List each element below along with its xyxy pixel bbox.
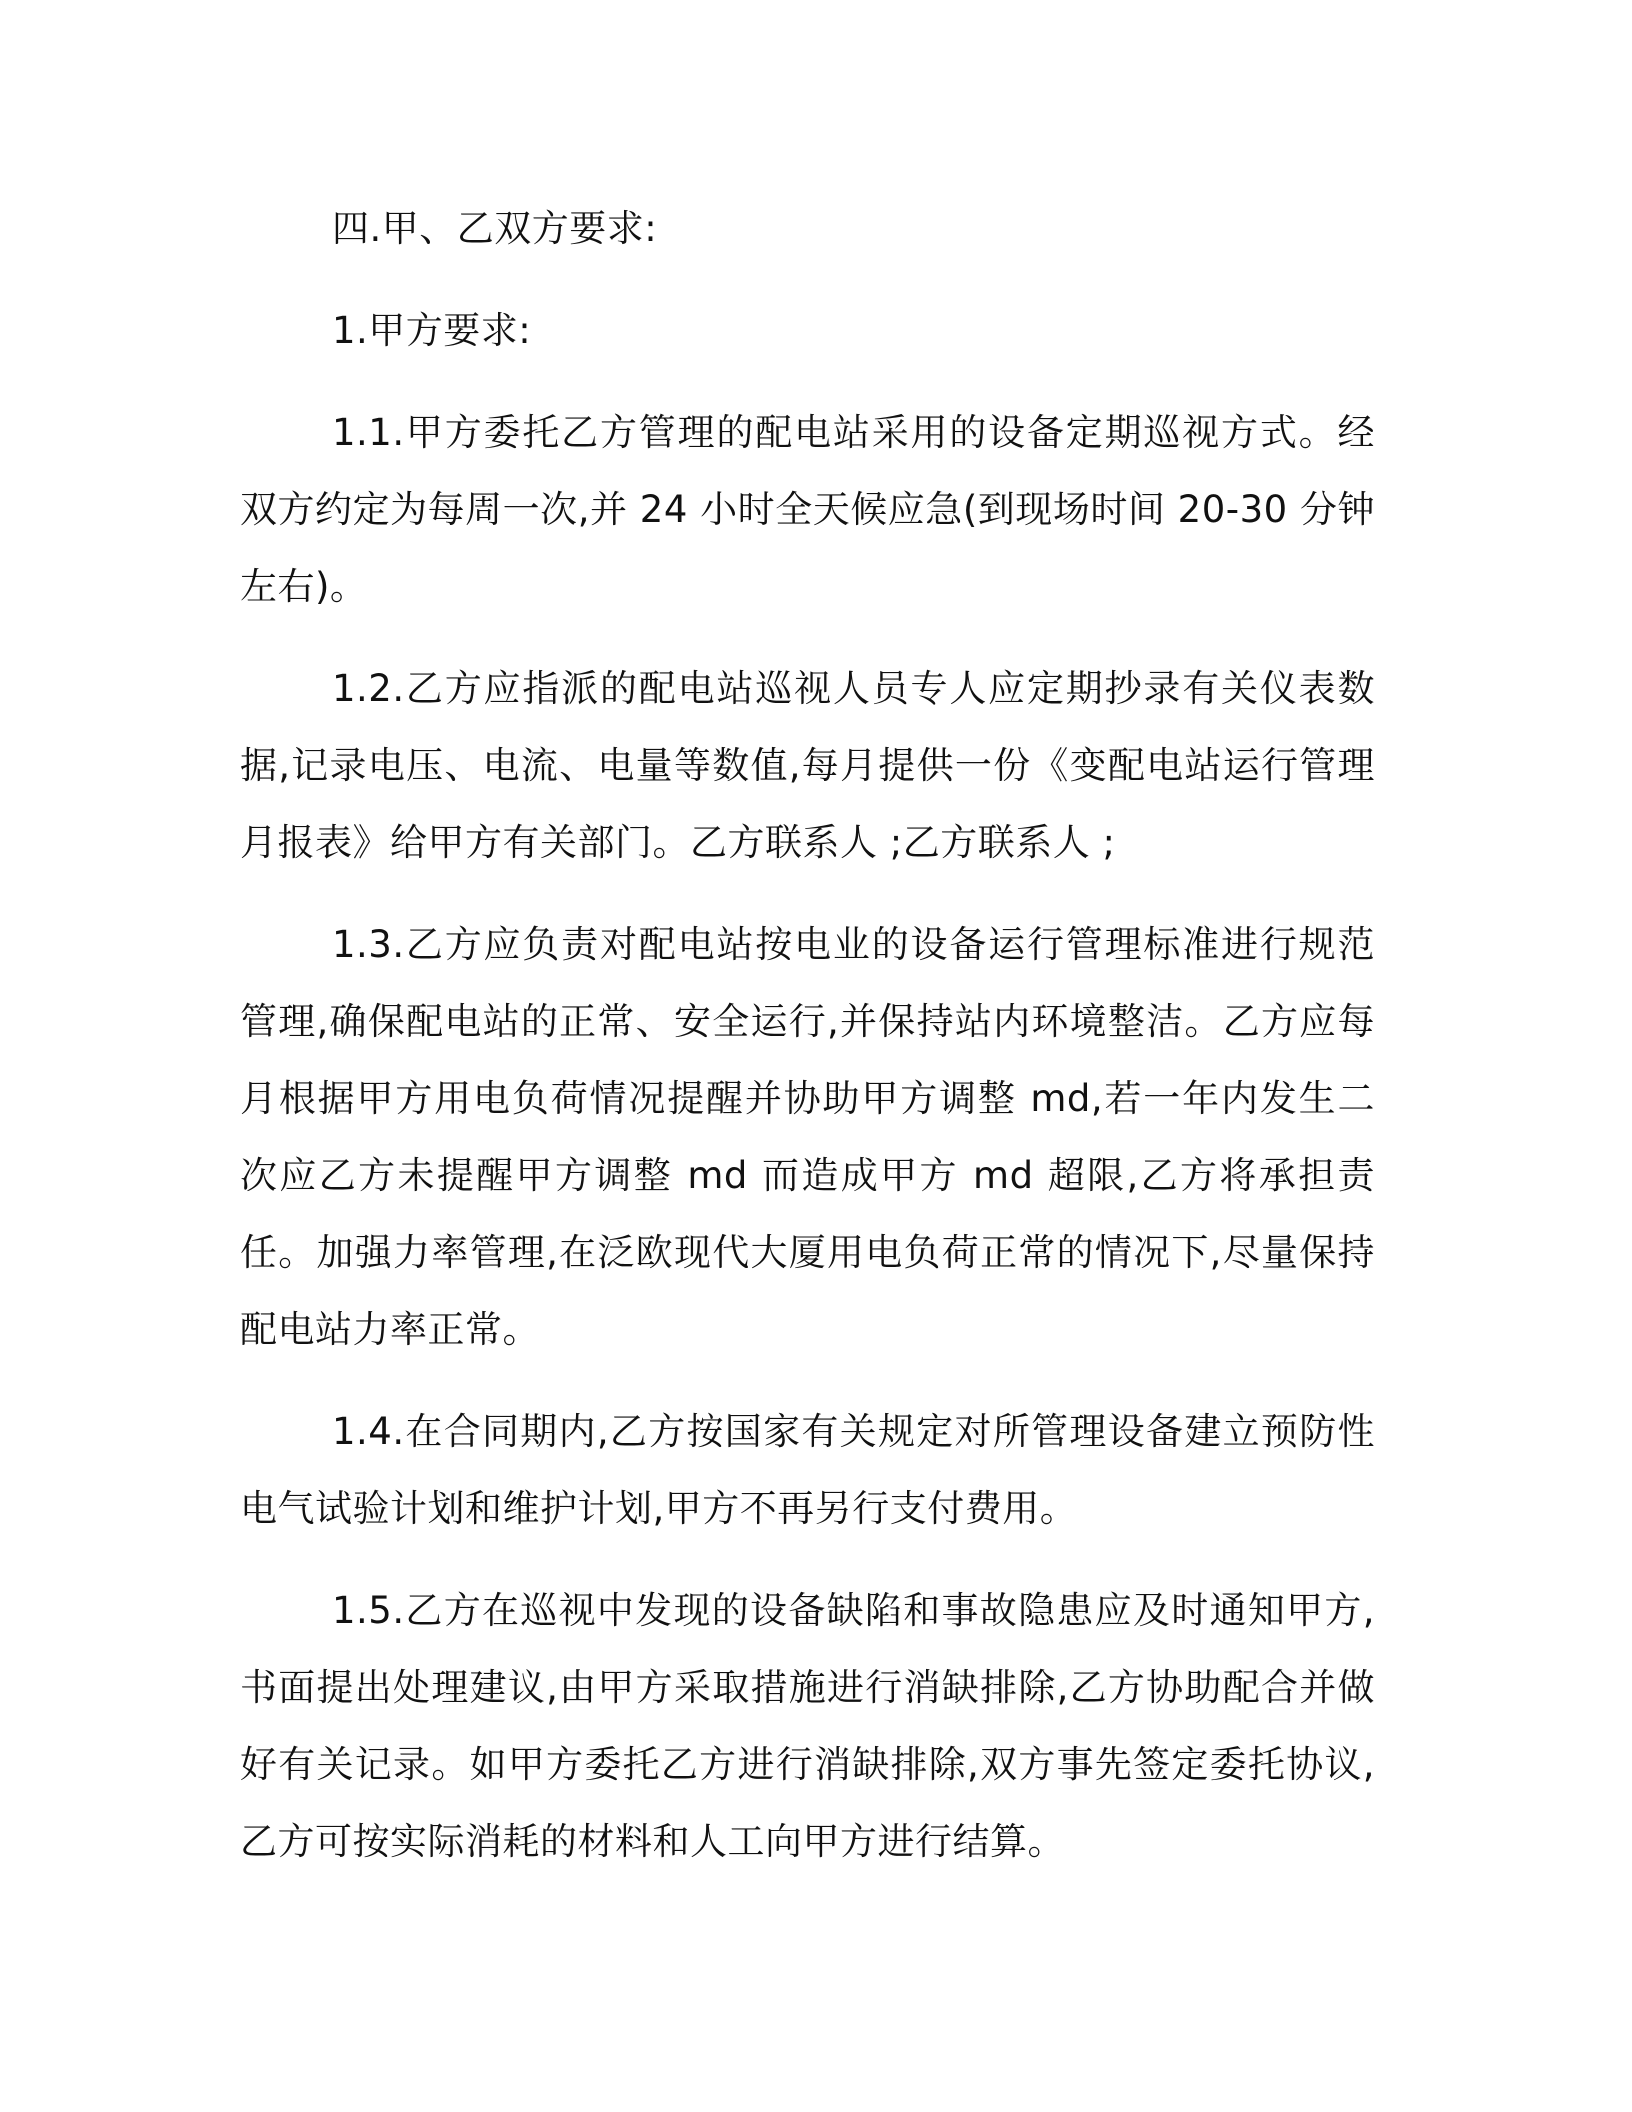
section-heading: 四.甲、乙双方要求:	[332, 207, 658, 250]
document-body	[240, 190, 1375, 1880]
paragraph-1-5: 1.5.乙方在巡视中发现的设备缺陷和事故隐患应及时通知甲方,书面提出处理建议,由甲方采取措施进行消缺排除,乙方协助配合并做好有关记录。如甲方委托乙方进行消缺排除,双方事先签定委托协议,乙方可按实际消耗的材料和人工向甲方进行结算。	[240, 1589, 1375, 1863]
paragraph-1-4: 1.4.在合同期内,乙方按国家有关规定对所管理设备建立预防性电气试验计划和维护计划,甲方不再另行支付费用。	[240, 1410, 1375, 1530]
subsection-heading: 1.甲方要求:	[332, 309, 532, 352]
paragraph-1-3: 1.3.乙方应负责对配电站按电业的设备运行管理标准进行规范管理,确保配电站的正常、安全运行,并保持站内环境整洁。乙方应每月根据甲方用电负荷情况提醒并协助甲方调整 md,若一年内发生二次应乙方未提醒甲方调整 md 而造成甲方 md 超限,乙方将承担责任。加强力率管理,在泛欧现代大厦用电负荷正常的情况下,尽量保持配电站力率正常。	[240, 923, 1375, 1351]
paragraph-1-1: 1.1.甲方委托乙方管理的配电站采用的设备定期巡视方式。经双方约定为每周一次,并 24 小时全天候应急(到现场时间 20-30 分钟左右)。	[240, 411, 1375, 608]
paragraph-1-2: 1.2.乙方应指派的配电站巡视人员专人应定期抄录有关仪表数据,记录电压、电流、电量等数值,每月提供一份《变配电站运行管理月报表》给甲方有关部门。乙方联系人 ;乙方联系人 ;	[240, 667, 1375, 864]
